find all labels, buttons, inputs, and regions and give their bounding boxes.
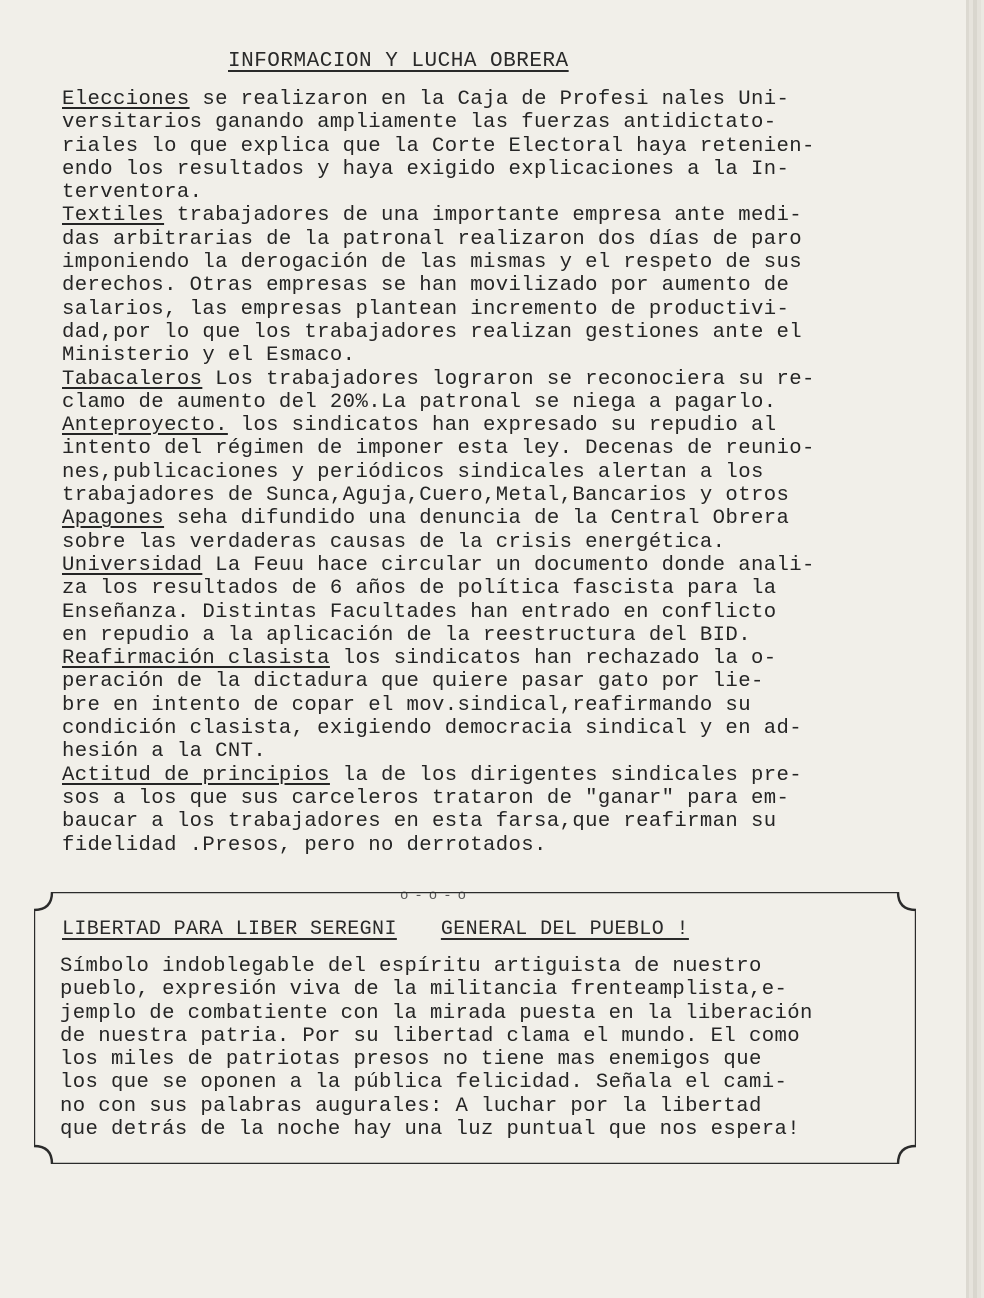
body-line-text: versitarios ganando ampliamente las fuerzas antidictato- xyxy=(62,111,777,135)
body-line-text: salarios, las empresas plantean incremento de productivi- xyxy=(62,297,790,321)
body-line-text: das arbitrarias de la patronal realizaron dos días de paro xyxy=(62,227,802,251)
box-line: jemplo de combatiente con la mirada puesta en la liberación xyxy=(60,1001,813,1025)
box-line: que detrás de la noche hay una luz puntual que nos espera! xyxy=(60,1118,800,1142)
body-line xyxy=(62,461,932,484)
body-line xyxy=(62,391,932,414)
body-line-text: la de los dirigentes sindicales pre- xyxy=(329,763,802,787)
body-line xyxy=(62,228,932,251)
body-line-text: endo los resultados y haya exigido explicaciones a la In- xyxy=(62,157,790,181)
news-body xyxy=(62,88,932,857)
body-line xyxy=(62,298,932,321)
body-line xyxy=(62,810,932,833)
body-line xyxy=(62,834,932,857)
body-line xyxy=(62,717,932,740)
body-line-text: se realizaron en la Caja de Profesi nales Uni- xyxy=(189,88,790,111)
body-line xyxy=(62,601,932,624)
body-line-text: trabajadores de Sunca,Aguja,Cuero,Metal,Bancarios y otros xyxy=(62,484,790,508)
box-line: los miles de patriotas presos no tiene mas enemigos que xyxy=(60,1048,762,1072)
body-line-text: derechos. Otras empresas se han movilizado por aumento de xyxy=(62,274,790,298)
body-line xyxy=(62,740,932,763)
body-line-text: La Feuu hace circular un documento donde anali- xyxy=(202,553,815,577)
body-line xyxy=(62,694,932,717)
section-keyword: Textiles xyxy=(62,204,165,228)
body-line xyxy=(62,531,932,554)
body-line xyxy=(62,251,932,274)
body-line-text: bre en intento de copar el mov.sindical,reafirmando su xyxy=(62,693,751,717)
body-line xyxy=(62,181,932,204)
body-line xyxy=(62,88,932,111)
body-line xyxy=(62,135,932,158)
box-line: los que se oponen a la pública felicidad. Señala el cami- xyxy=(60,1071,788,1095)
body-line xyxy=(62,414,932,437)
body-line-text: los sindicatos han expresado su repudio al xyxy=(227,414,777,438)
body-line-text: hesión a la CNT. xyxy=(62,740,267,764)
body-line-text: condición clasista, exigiendo democracia sindical y en ad- xyxy=(62,717,802,741)
body-line xyxy=(62,158,932,181)
body-line-text: baucar a los trabajadores en esta farsa,que reafirman su xyxy=(62,810,777,834)
box-line: no con sus palabras augurales: A luchar por la libertad xyxy=(60,1094,762,1118)
body-line xyxy=(62,368,932,391)
body-line xyxy=(62,344,932,367)
body-line-text: Ministerio y el Esmaco. xyxy=(62,344,356,368)
body-line-text: seha difundido una denuncia de la Central Obrera xyxy=(164,507,790,531)
body-line-text: peración de la dictadura que quiere pasar gato por lie- xyxy=(62,670,764,694)
body-line-text: sobre las verdaderas causas de la crisis energética. xyxy=(62,530,726,554)
box-line: pueblo, expresión viva de la militancia frenteamplista,e- xyxy=(60,978,788,1002)
body-line xyxy=(62,111,932,134)
section-keyword: Anteproyecto. xyxy=(62,414,228,438)
body-line xyxy=(62,787,932,810)
page-title: INFORMACION Y LUCHA OBRERA xyxy=(228,50,569,73)
body-line-text: los sindicatos han rechazado la o- xyxy=(329,647,777,671)
body-line-text: en repudio a la aplicación de la reestructura del BID. xyxy=(62,623,751,647)
body-line xyxy=(62,274,932,297)
body-line-text: Enseñanza. Distintas Facultades han entrado en conflicto xyxy=(62,600,777,624)
body-line xyxy=(62,577,932,600)
section-keyword: Reafirmación clasista xyxy=(62,647,330,671)
section-keyword: Tabacaleros xyxy=(62,367,203,391)
section-keyword: Actitud de principios xyxy=(62,763,330,787)
body-line xyxy=(62,647,932,670)
box-heading-right: GENERAL DEL PUEBLO ! xyxy=(440,918,689,941)
body-line-text: clamo de aumento del 20%.La patronal se niega a pagarlo. xyxy=(62,390,777,414)
body-line xyxy=(62,670,932,693)
section-keyword: Universidad xyxy=(62,553,203,577)
body-line xyxy=(62,624,932,647)
body-line-text: trabajadores de una importante empresa ante medi- xyxy=(164,204,802,228)
body-line xyxy=(62,554,932,577)
box-heading-left: LIBERTAD PARA LIBER SEREGNI xyxy=(62,918,397,941)
body-line xyxy=(62,204,932,227)
body-line-text: imponiendo la derogación de las mismas y el respeto de sus xyxy=(62,251,802,275)
section-keyword: Elecciones xyxy=(62,88,190,111)
body-line xyxy=(62,764,932,787)
body-line-text: za los resultados de 6 años de política fascista para la xyxy=(62,577,777,601)
body-line-text: dad,por lo que los trabajadores realizan gestiones ante el xyxy=(62,320,802,344)
box-line: de nuestra patria. Por su libertad clama el mundo. El como xyxy=(60,1024,800,1048)
body-line-text: nes,publicaciones y periódicos sindicales alertan a los xyxy=(62,460,764,484)
box-line: Símbolo indoblegable del espíritu artiguista de nuestro xyxy=(60,955,762,978)
box-body xyxy=(60,955,920,1141)
section-divider: o-o-o xyxy=(400,888,473,904)
body-line-text: intento del régimen de imponer esta ley. Decenas de reunio- xyxy=(62,437,815,461)
body-line xyxy=(62,321,932,344)
box-heading xyxy=(62,918,689,941)
body-line-text: fidelidad .Presos, pero no derrotados. xyxy=(62,833,547,857)
body-line-text: terventora. xyxy=(62,181,203,205)
body-line-text: sos a los que sus carceleros trataron de "ganar" para em- xyxy=(62,786,790,810)
section-keyword: Apagones xyxy=(62,507,165,531)
body-line-text: riales lo que explica que la Corte Electoral haya retenien- xyxy=(62,134,815,158)
body-line xyxy=(62,437,932,460)
body-line xyxy=(62,484,932,507)
body-line xyxy=(62,507,932,530)
body-line-text: Los trabajadores lograron se reconociera su re- xyxy=(202,367,815,391)
